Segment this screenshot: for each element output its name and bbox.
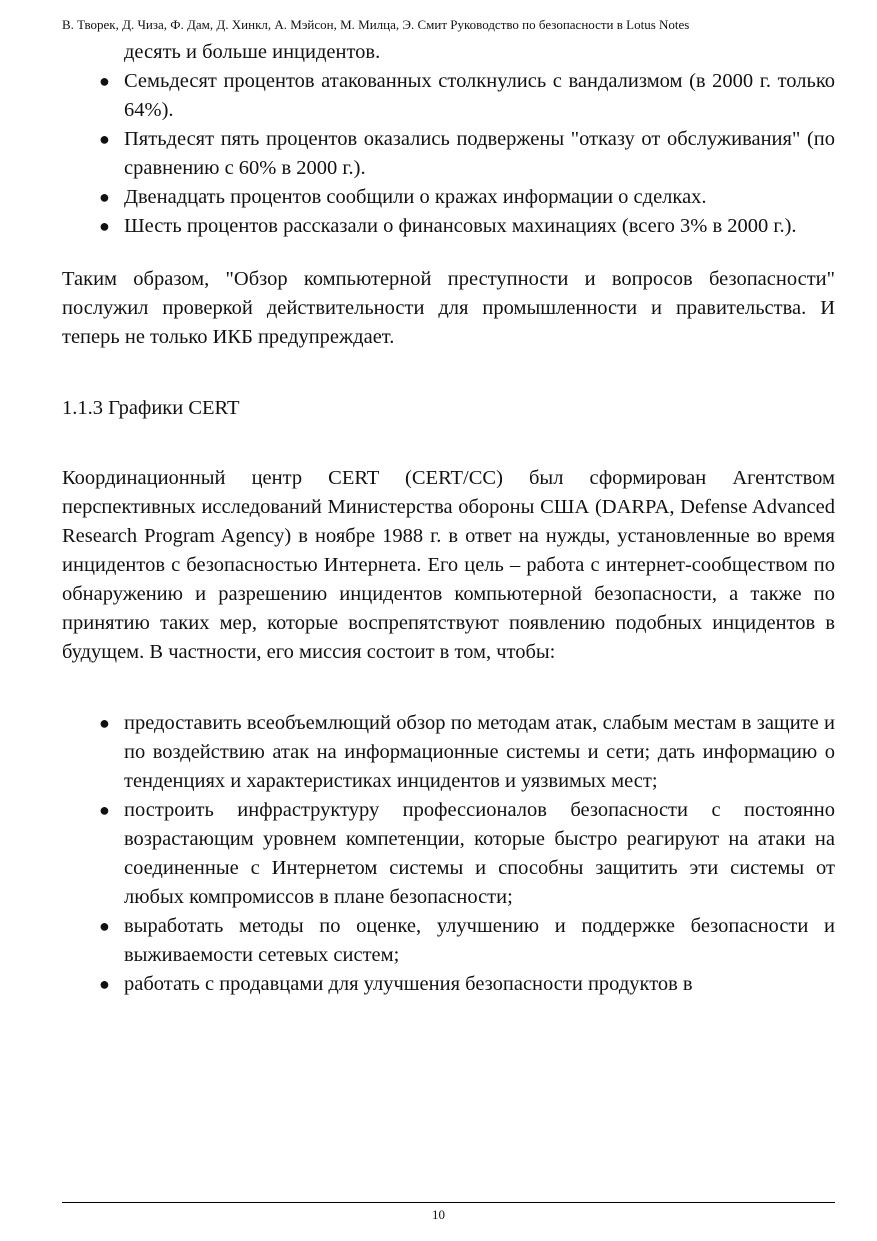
bullet-icon: ● bbox=[99, 216, 110, 236]
list-item bbox=[62, 912, 835, 970]
list-item-text: построить инфраструктуру профессионалов безопасности с постоянно возрастающим уровнем компетенции, которые быстро реагируют на атаки на соединенные с Интернетом системы и способны защитить эти системы от любых компромиссов в плане безопасности; bbox=[124, 799, 835, 908]
bullet-icon: ● bbox=[99, 974, 110, 994]
list-item bbox=[62, 796, 835, 912]
page-body bbox=[62, 38, 835, 999]
list-item-text: выработать методы по оценке, улучшению и поддержке безопасности и выживаемости сетевых систем; bbox=[124, 915, 835, 966]
section-heading: 1.1.3 Графики CERT bbox=[62, 397, 240, 419]
bullet-icon: ● bbox=[99, 129, 110, 149]
list-item bbox=[62, 709, 835, 796]
list-item-text: работать с продавцами для улучшения безопасности продуктов в bbox=[124, 973, 693, 995]
bullet-icon: ● bbox=[99, 71, 110, 91]
list-item-text: Шесть процентов рассказали о финансовых махинациях (всего 3% в 2000 г.). bbox=[124, 215, 797, 237]
list-item bbox=[62, 212, 835, 241]
running-header: В. Творек, Д. Чиза, Ф. Дам, Д. Хинкл, А. Мэйсон, М. Милца, Э. Смит Руководство по безопасности в Lotus Notes bbox=[62, 17, 690, 32]
list-item-text: предоставить всеобъемлющий обзор по методам атак, слабым местам в защите и по воздействию атак на информационные системы и сети; дать информацию о тенденциях и характеристиках инцидентов и уязвимых мест; bbox=[124, 712, 835, 792]
intro-list bbox=[62, 38, 835, 241]
list-item bbox=[62, 38, 835, 67]
footer-divider bbox=[62, 1202, 835, 1203]
bullet-icon: ● bbox=[99, 713, 110, 733]
bullet-icon: ● bbox=[99, 187, 110, 207]
cert-paragraph: Координационный центр CERT (CERT/CC) был сформирован Агентством перспективных исследований Министерства обороны США (DARPA, Defense Advanced Research Program Agency) в ноябре 1988 г. в ответ на нужды, установленные во время инцидентов с безопасностью Интернета. Его цель – работа с интернет-сообществом по обнаружению и разрешению инцидентов компьютерной безопасности, а также по принятию таких мер, которые воспрепятствуют появлению подобных инцидентов в будущем. В частности, его миссия состоит в том, чтобы: bbox=[62, 467, 835, 663]
list-item-text: Пятьдесят пять процентов оказались подвержены "отказу от обслуживания" (по сравнению с 60% в 2000 г.). bbox=[124, 128, 835, 179]
list-item bbox=[62, 125, 835, 183]
list-item-text: Двенадцать процентов сообщили о кражах информации о сделках. bbox=[124, 186, 707, 208]
summary-paragraph: Таким образом, "Обзор компьютерной преступности и вопросов безопасности" послужил проверкой действительности для промышленности и правительства. И теперь не только ИКБ предупреждает. bbox=[62, 268, 835, 348]
page-number: 10 bbox=[432, 1207, 445, 1222]
bullet-icon: ● bbox=[99, 800, 110, 820]
list-item-text: десять и больше инцидентов. bbox=[124, 41, 381, 63]
list-item bbox=[62, 970, 835, 999]
list-item bbox=[62, 67, 835, 125]
list-item-text: Семьдесят процентов атакованных столкнулись с вандализмом (в 2000 г. только 64%). bbox=[124, 70, 835, 121]
list-item bbox=[62, 183, 835, 212]
mission-list bbox=[62, 709, 835, 999]
bullet-icon: ● bbox=[99, 916, 110, 936]
